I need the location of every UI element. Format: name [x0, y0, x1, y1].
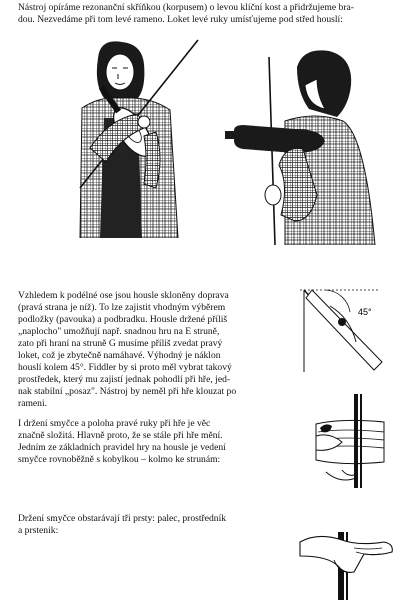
- angle-label: 45°: [358, 307, 372, 317]
- tilt-line: prostředek, který mu zajistí jednak pohodlí při hře, jed-: [18, 374, 231, 385]
- tilt-angle-diagram: [290, 282, 390, 377]
- intro-line: dou. Nezvedáme při tom levé rameno. Loket levé ruky umísťujeme pod střed houslí:: [18, 14, 343, 25]
- bow-hold-hand-illustration: [298, 512, 398, 600]
- bow-position-paragraph: [18, 418, 283, 466]
- bow-hold-line: Držení smyčce obstarávají tři prsty: palec, prostředník: [18, 513, 227, 524]
- bow-position-line: smyčce rovnoběžně s kobylkou – kolmo ke strunám:: [18, 454, 221, 465]
- bow-hold-paragraph: [18, 513, 288, 537]
- bow-position-line: Jedním ze základních pravidel hry na housle je vedení: [18, 442, 226, 453]
- bow-position-line: I držení smyčce a poloha pravé ruky při hře je věc: [18, 418, 211, 429]
- fiddler-front-illustration: [60, 38, 200, 238]
- bow-position-line: značně složitá. Hlavně proto, že se stále při hře mění.: [18, 430, 223, 441]
- intro-paragraph: [18, 2, 388, 26]
- tilt-line: „naplocho" umožňují např. snadnou hru na E struně,: [18, 326, 220, 337]
- tilt-line: (pravá strana je níž). To lze zajistit vhodným výběrem: [18, 302, 226, 313]
- fiddler-side-illustration: [225, 45, 385, 245]
- tilt-line: podložky (pavouka) a podbradku. Housle držené příliš: [18, 314, 228, 325]
- tilt-paragraph: [18, 290, 268, 410]
- tilt-line: houslí kolem 45°. Fiddler by si proto měl vybrat takový: [18, 362, 232, 373]
- tilt-line: Vzhledem k podélné ose jsou housle skloněny doprava: [18, 290, 229, 301]
- bow-parallel-bridge-illustration: [312, 392, 388, 490]
- intro-line: Nástroj opíráme rezonanční skříňkou (korpusem) o levou klíční kost a přidržujeme bra-: [18, 2, 354, 13]
- tilt-line: rameni.: [18, 398, 48, 409]
- tilt-line: loket, což je zbytečně namáhavé. Výhodný je náklon: [18, 350, 221, 361]
- tilt-line: nak stabilní „posaz". Nástroj by neměl při hře klouzat po: [18, 386, 237, 397]
- tilt-line: zato při hraní na struně G musíme příliš zvedat pravý: [18, 338, 223, 349]
- bow-hold-line: a prstenik:: [18, 525, 59, 536]
